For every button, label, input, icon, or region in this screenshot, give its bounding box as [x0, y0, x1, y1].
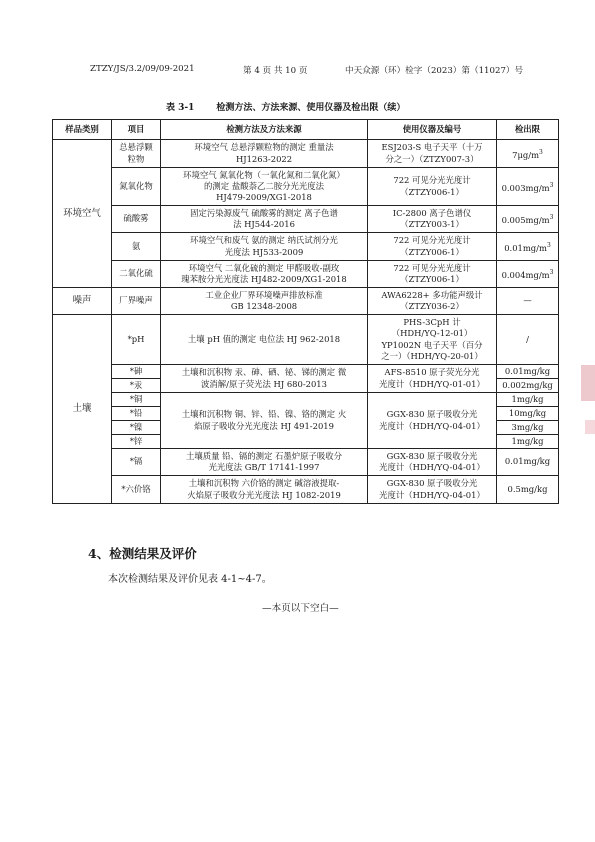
table-number: 表 3-1 — [166, 103, 195, 113]
blank-page-note: —本页以下空白— — [262, 603, 339, 614]
method-cell: 土壤和沉积物 六价铬的测定 碱溶液提取- 火焰原子吸收分光光度法 HJ 1082-2019 — [161, 476, 368, 504]
table-row — [53, 233, 559, 261]
limit-cell: $0.004mg/m^3$ — [497, 261, 559, 288]
item-cell: *pH — [112, 315, 161, 365]
item-cell: *镍 — [112, 421, 161, 435]
section-title: 4、检测结果及评价 — [88, 546, 197, 561]
limit-cell: 0.5mg/kg — [497, 476, 559, 504]
item-cell: *六价铬 — [112, 476, 161, 504]
item-cell: *铅 — [112, 407, 161, 421]
item-cell: 氨 — [112, 233, 161, 261]
column-header: 检出限 — [497, 120, 559, 140]
table-caption — [166, 100, 405, 113]
item-cell: 氮氧化物 — [112, 168, 161, 206]
limit-cell: $0.005mg/m^3$ — [497, 206, 559, 233]
method-cell: 土壤 pH 值的测定 电位法 HJ 962-2018 — [161, 315, 368, 365]
limit-cell: — — [497, 288, 559, 315]
limit-cell: 0.002mg/kg — [497, 379, 559, 393]
limit-cell: / — [497, 315, 559, 365]
table-row — [53, 315, 559, 365]
instrument-cell: 722 可见分光光度计 （ZTZY006-1） — [368, 233, 497, 261]
table-row — [53, 393, 559, 407]
column-header: 项目 — [112, 120, 161, 140]
instrument-cell: GGX-830 原子吸收分光 光度计（HDH/YQ-04-01） — [368, 449, 497, 476]
column-header: 样品类别 — [53, 120, 112, 140]
section-body: 本次检测结果及评价见表 4-1~4-7。 — [108, 574, 272, 585]
item-cell: *铜 — [112, 393, 161, 407]
table-row — [53, 449, 559, 476]
limit-cell: $0.003mg/m^3$ — [497, 168, 559, 206]
table-row — [53, 168, 559, 206]
header-page-number: 第 4 页 共 10 页 — [243, 66, 308, 76]
method-cell: 土壤质量 铅、镉的测定 石墨炉原子吸收分 光光度法 GB/T 17141-1997 — [161, 449, 368, 476]
instrument-cell: PHS-3CpH 计 （HDH/YQ-12-01） YP1002N 电子天平（百分 之一）（HDH/YQ-20-01） — [368, 315, 497, 365]
method-cell: 环境空气 总悬浮颗粒物的测定 重量法 HJ1263-2022 — [161, 140, 368, 168]
seal-edge-mark — [585, 420, 595, 434]
limit-cell: 1mg/kg — [497, 435, 559, 449]
methods-table — [52, 119, 559, 504]
table-row — [53, 140, 559, 168]
table-row — [53, 476, 559, 504]
table-title: 检测方法、方法来源、使用仪器及检出限（续） — [216, 103, 406, 113]
seal-edge-mark — [581, 365, 595, 401]
method-cell: 土壤和沉积物 铜、锌、铅、镍、铬的测定 火 焰原子吸收分光光度法 HJ 491-2019 — [161, 393, 368, 449]
limit-cell: $0.01mg/m^3$ — [497, 233, 559, 261]
item-cell: 硫酸雾 — [112, 206, 161, 233]
method-cell: 工业企业厂界环境噪声排放标准 GB 12348-2008 — [161, 288, 368, 315]
item-cell: 厂界噪声 — [112, 288, 161, 315]
instrument-cell: AFS-8510 原子荧光分光 光度计（HDH/YQ-01-01） — [368, 365, 497, 393]
method-cell: 固定污染源废气 硫酸雾的测定 离子色谱 法 HJ544-2016 — [161, 206, 368, 233]
table-header-row — [53, 120, 559, 140]
item-cell: 总悬浮颗 粒物 — [112, 140, 161, 168]
limit-cell: 0.01mg/kg — [497, 449, 559, 476]
instrument-cell: IC-2800 离子色谱仪 （ZTZY003-1） — [368, 206, 497, 233]
limit-cell: 1mg/kg — [497, 393, 559, 407]
instrument-cell: AWA6228+ 多功能声级计 （ZTZY036-2） — [368, 288, 497, 315]
table-row — [53, 365, 559, 379]
method-cell: 环境空气 二氧化硫的测定 甲醛吸收-副玫 瑰苯胺分光光度法 HJ482-2009/XG1-2018 — [161, 261, 368, 288]
instrument-cell: 722 可见分光光度计 （ZTZY006-1） — [368, 168, 497, 206]
instrument-cell: GGX-830 原子吸收分光 光度计（HDH/YQ-04-01） — [368, 393, 497, 449]
item-cell: *镉 — [112, 449, 161, 476]
header-report-number: 中天众源（环）检字（2023）第（11027）号 — [345, 66, 524, 76]
method-cell: 环境空气 氮氧化物（一氧化氮和二氧化氮） 的测定 盐酸萘乙二胺分光光度法 HJ479-2009/XG1-2018 — [161, 168, 368, 206]
sample-category: 噪声 — [53, 288, 112, 315]
table-row — [53, 261, 559, 288]
item-cell: *锌 — [112, 435, 161, 449]
instrument-cell: GGX-830 原子吸收分光 光度计（HDH/YQ-04-01） — [368, 476, 497, 504]
method-cell: 土壤和沉积物 汞、砷、硒、铋、锑的测定 微 波消解/原子荧光法 HJ 680-2013 — [161, 365, 368, 393]
item-cell: *砷 — [112, 365, 161, 379]
sample-category: 环境空气 — [53, 140, 112, 288]
limit-cell: $7\mu g/m^3$ — [497, 140, 559, 168]
table-row — [53, 206, 559, 233]
limit-cell: 0.01mg/kg — [497, 365, 559, 379]
instrument-cell: 722 可见分光光度计 （ZTZY006-1） — [368, 261, 497, 288]
header-doc-code: ZTZY/JS/3.2/09/09-2021 — [90, 64, 195, 74]
method-cell: 环境空气和废气 氨的测定 纳氏试剂分光 光度法 HJ533-2009 — [161, 233, 368, 261]
limit-cell: 3mg/kg — [497, 421, 559, 435]
sample-category: 土壤 — [53, 315, 112, 504]
limit-cell: 10mg/kg — [497, 407, 559, 421]
item-cell: 二氧化硫 — [112, 261, 161, 288]
column-header: 使用仪器及编号 — [368, 120, 497, 140]
item-cell: *汞 — [112, 379, 161, 393]
column-header: 检测方法及方法来源 — [161, 120, 368, 140]
table-row — [53, 288, 559, 315]
instrument-cell: ESJ203-S 电子天平（十万 分之一）（ZTZY007-3） — [368, 140, 497, 168]
